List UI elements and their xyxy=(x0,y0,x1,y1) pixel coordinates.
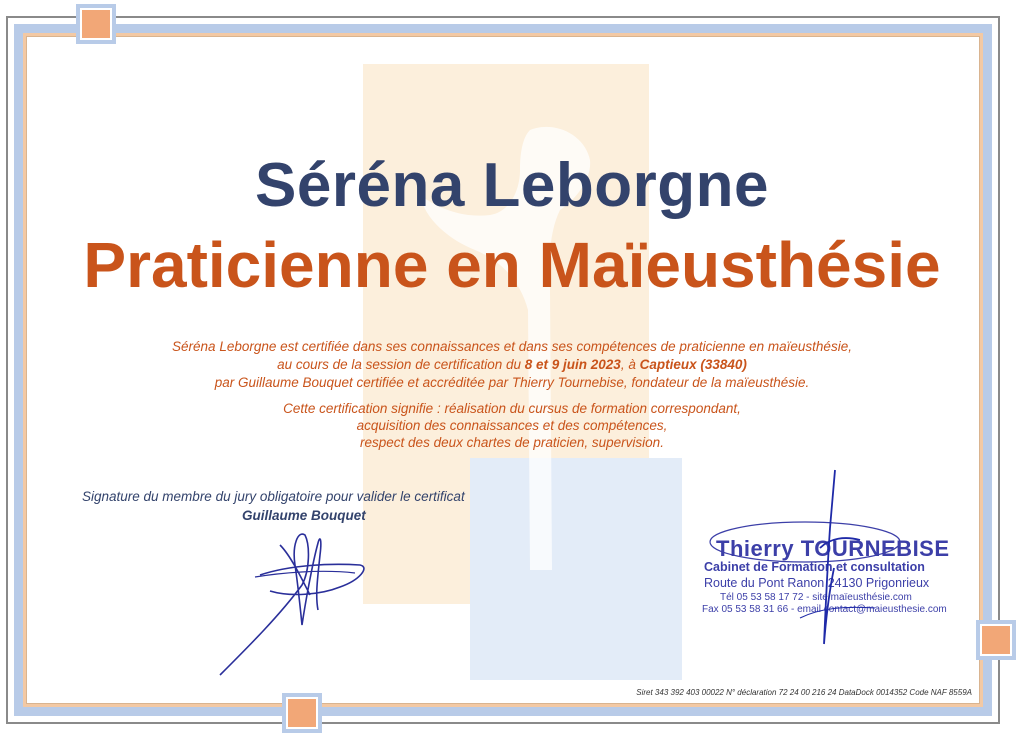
corner-ornament-top-left xyxy=(76,4,116,44)
handwritten-signature-right xyxy=(790,468,880,648)
certificate-holder-name: Séréna Leborgne xyxy=(255,151,769,220)
handwritten-signature-left xyxy=(210,525,390,685)
certificate-title: Praticienne en Maïeusthésie xyxy=(83,229,941,301)
signature-label: Signature du membre du jury obligatoire pour valider le certificat xyxy=(82,489,465,504)
stamp-name: Thierry TOURNEBISE xyxy=(716,536,950,561)
stamp-line-4: Fax 05 53 58 31 66 - email contact@maieusthesie.com xyxy=(702,604,947,615)
session-place: Captieux (33840) xyxy=(639,357,747,372)
corner-ornament-bottom xyxy=(282,693,322,733)
stamp-line-3: Tél 05 53 58 17 72 - site maïeusthésie.com xyxy=(720,592,912,603)
stamp-line-1: Cabinet de Formation et consultation xyxy=(704,560,925,574)
certification-statement-line-1: Séréna Leborgne est certifiée dans ses connaissances et dans ses compétences de praticienne en maïeusthésie, xyxy=(172,339,852,354)
certification-meaning-line-2: acquisition des connaissances et des compétences, xyxy=(356,418,668,433)
legal-footer: Siret 343 392 403 00022 N° déclaration 72 24 00 216 24 DataDock 0014352 Code NAF 8559A xyxy=(636,688,972,697)
stamp-line-2: Route du Pont Ranon 24130 Prigonrieux xyxy=(704,576,930,590)
session-dates: 8 et 9 juin 2023 xyxy=(524,357,621,372)
certification-statement-line-2: au cours de la session de certification du 8 et 9 juin 2023, à Captieux (33840) xyxy=(277,357,747,372)
signatory-name: Guillaume Bouquet xyxy=(242,508,366,523)
certification-meaning-line-1: Cette certification signifie : réalisation du cursus de formation correspondant, xyxy=(283,401,741,416)
certification-statement-line-3: par Guillaume Bouquet certifiée et accréditée par Thierry Tournebise, fondateur de la maïeusthésie. xyxy=(214,375,810,390)
corner-ornament-right xyxy=(976,620,1016,660)
certification-meaning-line-3: respect des deux chartes de praticien, supervision. xyxy=(360,435,664,450)
